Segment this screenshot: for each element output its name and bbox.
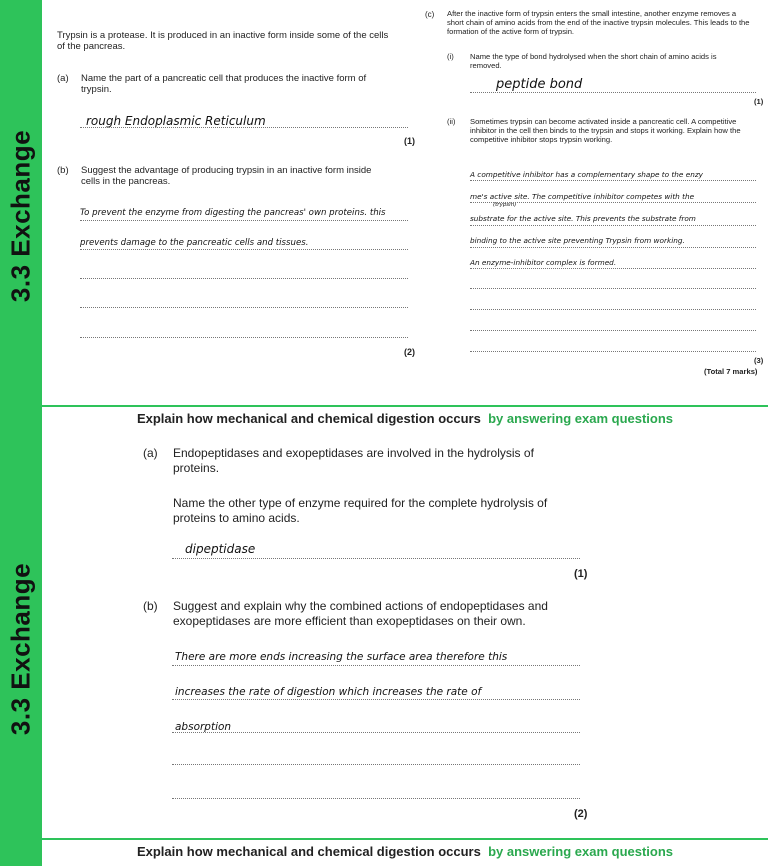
question-a-text: Name the part of a pancreatic cell that produces the inactive form of trypsin. [81,73,367,95]
answer-cii-insert: (trypsin) [493,202,517,208]
answer-line [470,330,756,331]
answer-line [470,351,756,352]
footer [42,405,768,433]
question-ci-text: Name the type of bond hydrolysed when the short chain of amino acids is removed. [470,52,717,70]
footer-highlight: by answering exam questions [488,411,674,426]
answer-line [470,268,756,269]
footer-highlight: by answering exam questions [488,844,674,859]
answer-cii-line-4: binding to the active site preventing Trypsin from working. [470,236,685,245]
answer-line [470,180,756,181]
answer-cii-line-5: An enzyme-inhibitor complex is formed. [470,258,617,267]
answer-line [470,92,756,93]
footer [42,838,768,866]
answer-line [80,127,408,128]
question-b-label: (b) [143,599,158,613]
footer-text: Explain how mechanical and chemical digestion occurs [136,844,481,859]
answer-b-line-2: prevents damage to the pancreatic cells and tissues. [80,238,309,248]
answer-b-line-3: absorption [175,721,232,733]
mark-cii: (3) [754,356,764,365]
answer-line [80,220,408,221]
sidebar-title: 3.3 Exchange [5,562,36,736]
answer-cii-line-1: A competitive inhibitor has a complementary shape to the enzy [470,170,704,179]
mark-b: (2) [404,347,415,357]
question-a-label: (a) [57,73,69,84]
mark-a: (1) [404,136,415,146]
answer-a: rough Endoplasmic Reticulum [86,114,266,128]
question-b-label: (b) [57,165,69,176]
question-c-text: After the inactive form of trypsin enters the small intestine, another enzyme removes a short chain of amino acids from the end of the inactive trypsin molecules. This leads to the formation of the active form of trypsin. [447,9,750,36]
mark-b: (2) [574,808,588,820]
answer-line [172,699,580,700]
question-intro: Trypsin is a protease. It is produced in an inactive form inside some of the cells of the pancreas. [57,30,389,52]
answer-line [80,249,408,250]
total-marks: (Total 7 marks) [704,367,758,376]
answer-line [470,202,756,203]
question-cii-label: (ii) [447,117,456,126]
answer-line [172,732,580,733]
footer-text: Explain how mechanical and chemical digestion occurs [136,411,481,426]
answer-line [470,309,756,310]
question-cii-text: Sometimes trypsin can become activated inside a pancreatic cell. A competitive inhibitor in the cell then binds to the trypsin and stops it working. Explain how the competitive inhibitor stops trypsin working. [470,117,741,144]
answer-ci: peptide bond [496,77,583,92]
question-b-text: Suggest and explain why the combined actions of endopeptidases and exopeptidases are more efficient than exopeptidases on their own. [173,599,548,628]
question-a-text-1: Endopeptidases and exopeptidases are involved in the hydrolysis of proteins. [173,446,534,475]
answer-b-line-1: To prevent the enzyme from digesting the pancreas' own proteins. this [80,208,386,218]
answer-line [172,764,580,765]
answer-line [80,307,408,308]
question-a-label: (a) [143,446,158,460]
sidebar [0,0,42,433]
answer-line [172,558,580,559]
question-ci-label: (i) [447,52,454,61]
question-b-text: Suggest the advantage of producing trypsin in an inactive form inside cells in the pancreas. [81,165,372,187]
answer-cii-line-3: substrate for the active site. This prevents the substrate from [470,214,696,223]
sidebar-title: 3.3 Exchange [5,129,36,303]
answer-b-line-1: There are more ends increasing the surface area therefore this [175,651,508,663]
answer-line [80,337,408,338]
exam-slide-2 [0,433,768,866]
answer-line [80,278,408,279]
answer-b-line-2: increases the rate of digestion which increases the rate of [175,686,482,698]
question-a-text-2: Name the other type of enzyme required for the complete hydrolysis of proteins to amino acids. [173,496,548,525]
answer-line [172,665,580,666]
answer-line [172,798,580,799]
sidebar [0,433,42,866]
answer-cii-line-2: me's active site. The competitive inhibitor competes with the [470,192,695,201]
answer-line [470,247,756,248]
question-c-label: (c) [425,10,435,19]
answer-a: dipeptidase [185,542,256,556]
answer-line [470,225,756,226]
mark-ci: (1) [754,97,764,106]
mark-a: (1) [574,568,588,580]
answer-line [470,288,756,289]
